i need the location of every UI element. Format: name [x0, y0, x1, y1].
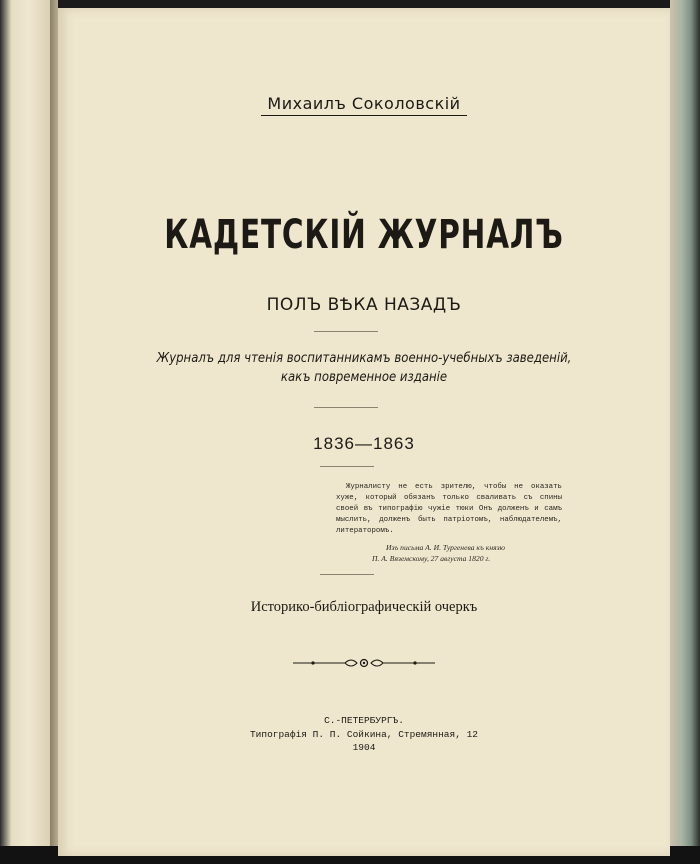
- book-spine-left-page: [0, 0, 52, 864]
- epigraph-source: [336, 542, 562, 564]
- divider-rule: [320, 574, 374, 575]
- title-page: [58, 8, 670, 856]
- ornament-icon: [293, 656, 435, 670]
- imprint-press: Типографiя П. П. Сойкина, Стремянная, 12: [249, 728, 479, 740]
- description-line: Журналъ для чтенiя воспитанникамъ военно-учебныхъ заведенiй,: [156, 351, 572, 366]
- divider-rule: [320, 466, 374, 467]
- author-name: Михаилъ Соколовскiй: [58, 94, 670, 116]
- essay-label: Историко-библiографическiй очеркъ: [250, 599, 478, 615]
- book-cover-edge: [670, 0, 700, 864]
- book-description: [89, 349, 640, 387]
- book-gutter: [50, 0, 58, 864]
- divider-rule: [314, 331, 378, 332]
- epigraph-source-line: П. А. Вяземскому, 27 августа 1820 г.: [372, 554, 491, 563]
- epigraph-source-line: Изъ письма А. И. Тургенева къ князю: [386, 543, 505, 552]
- book-title: КАДЕТСКIЙ ЖУРНАЛЪ: [164, 212, 564, 258]
- imprint-city: С.-ПЕТЕРБУРГЪ.: [324, 715, 404, 726]
- divider-rule: [314, 407, 378, 408]
- description-line: какъ повременное изданiе: [280, 370, 448, 385]
- epigraph-text: Журналисту не есть зрителю, чтобы не оказать хуже, который обязанъ только сваливать съ спины своей въ типографiю чужiе тюки Онъ долженъ и самъ мыслить, долженъ быть патрiотомъ, наблюдателемъ, литераторомъ.: [336, 483, 562, 535]
- imprint-year: 1904: [352, 742, 376, 753]
- publication-years: 1836—1863: [313, 434, 415, 453]
- imprint: [58, 714, 670, 755]
- book-subtitle: ПОЛЪ ВѢКА НАЗАДЪ: [266, 295, 462, 315]
